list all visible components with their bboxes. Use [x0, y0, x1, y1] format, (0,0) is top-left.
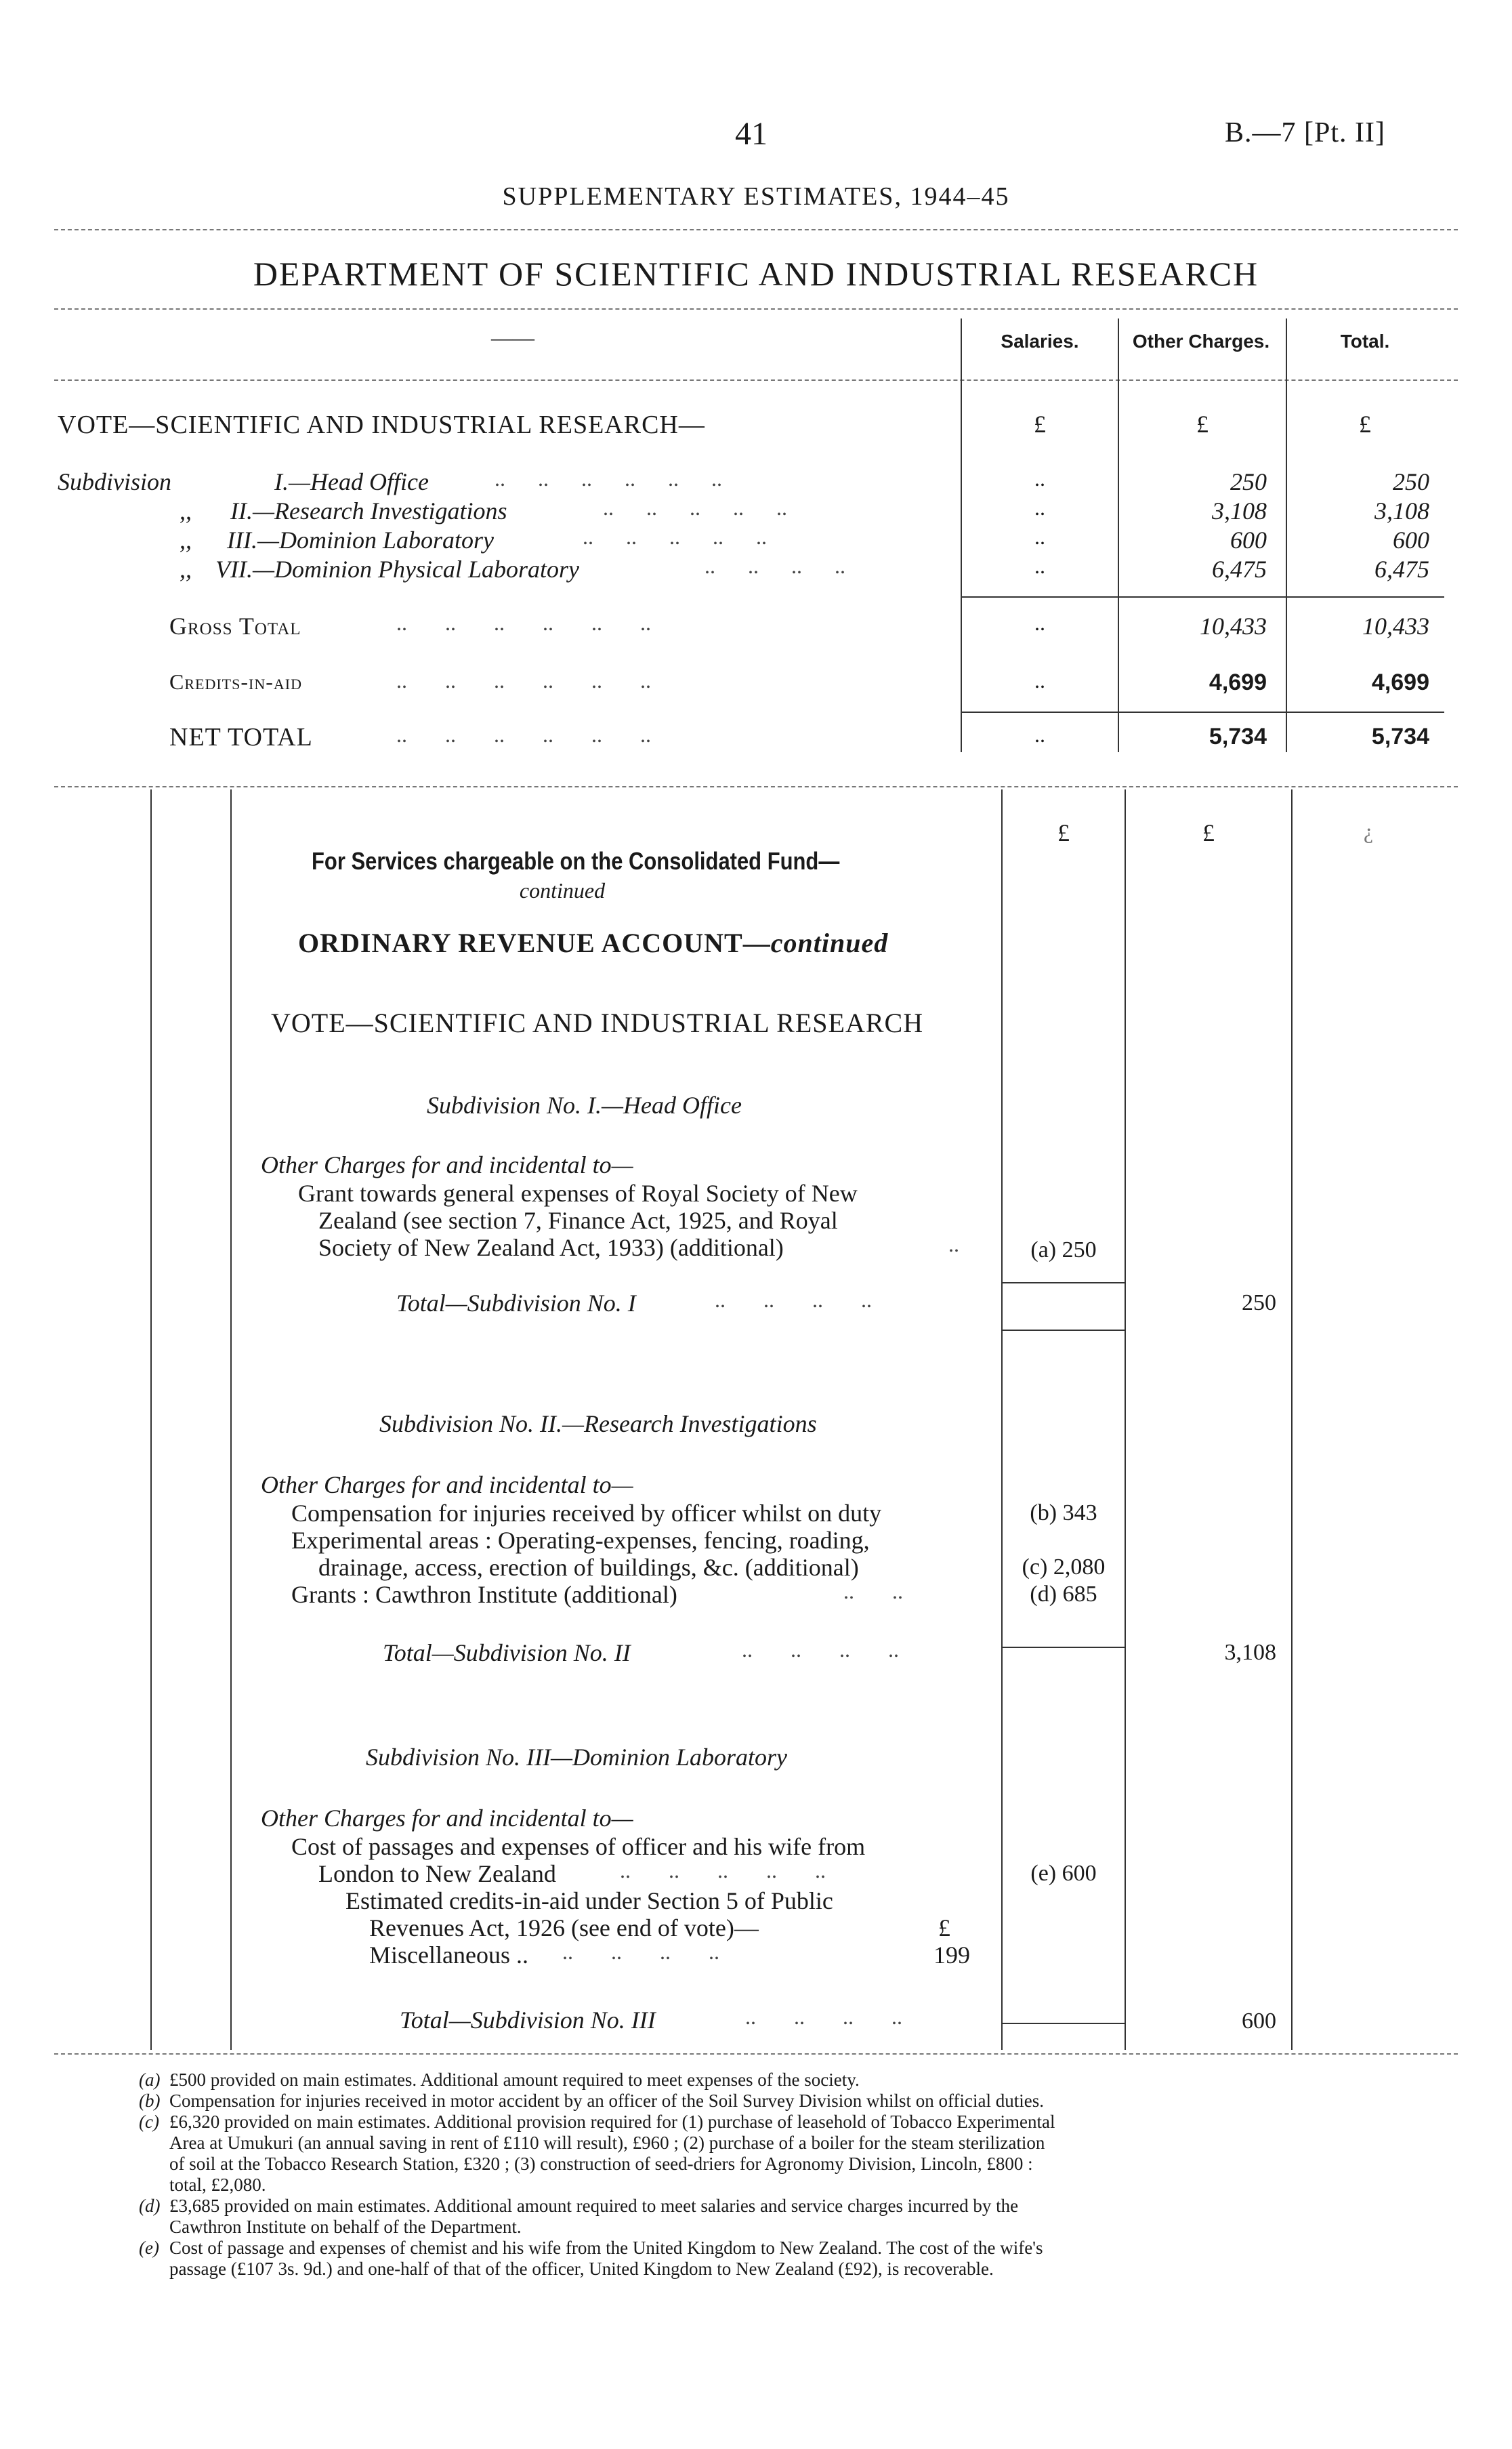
- footnote-line: Cawthron Institute on behalf of the Department.: [169, 2217, 522, 2237]
- margin-rule: [150, 789, 152, 2050]
- row-label: I.—Head Office: [274, 468, 429, 495]
- row-prefix: ,,: [180, 497, 192, 524]
- footnote-line: Cost of passage and expenses of chemist and his wife from the United Kingdom to New Zealand. The cost of the wife's: [169, 2238, 1043, 2258]
- footnote-line: Compensation for injuries received in motor accident by an officer of the Soil Survey Division whilst on official duties.: [169, 2091, 1044, 2111]
- subdivision-1-item-line: Society of New Zealand Act, 1933) (additional): [318, 1234, 784, 1261]
- detail-bottom-rule: [54, 2053, 1458, 2055]
- row-other-charges: 3,108: [1212, 497, 1267, 524]
- leader-dots: .. .. .. ..: [715, 1288, 872, 1312]
- footnote-line: passage (£107 3s. 9d.) and one-half of that of the officer, United Kingdom to New Zealand (£92), is recoverable.: [169, 2259, 994, 2279]
- summary-bottom-rule: [54, 786, 1458, 787]
- column-header-blank: ——: [491, 325, 534, 350]
- leader-dots: .. ..: [843, 1579, 903, 1603]
- row-other-charges: 250: [1230, 468, 1267, 495]
- margin-rule: [230, 789, 232, 2050]
- subdivision-2-item: drainage, access, erection of buildings, &c. (additional): [318, 1554, 859, 1581]
- footnote-line: £3,685 provided on main estimates. Additional amount required to meet salaries and service charges incurred by the: [169, 2196, 1019, 2216]
- subdivision-3-other-charges: Other Charges for and incidental to—: [261, 1805, 633, 1832]
- services-heading: For Services chargeable on the Consolidated Fund—: [312, 847, 840, 875]
- row-total: 600: [1393, 527, 1429, 554]
- leader-dots: ..: [948, 1232, 959, 1256]
- net-total-rule: [962, 712, 1444, 713]
- gross-total-total: 10,433: [1362, 613, 1429, 640]
- column-divider: [1125, 789, 1126, 2050]
- subdivision-2-heading: Subdivision No. II.—Research Investigations: [379, 1410, 817, 1437]
- subdivision-1-item-line: Grant towards general expenses of Royal Society of New: [298, 1180, 858, 1207]
- subdivision-2-item-amount: (c) 2,080: [1022, 1555, 1106, 1580]
- credits-in-aid-leader: .. .. .. .. .. ..: [396, 668, 651, 693]
- row-leader: .. .. .. ..: [705, 554, 845, 578]
- gross-total-leader: .. .. .. .. .. ..: [396, 611, 651, 635]
- column-header-rule: [54, 379, 1458, 381]
- account-heading-continued: continued: [770, 928, 889, 958]
- subdivision-1-item-amount: (a) 250: [1030, 1237, 1097, 1262]
- row-other-charges: 600: [1230, 527, 1267, 554]
- subdivision-3-item-line: Cost of passages and expenses of officer and his wife from: [291, 1833, 866, 1860]
- subdivision-1-other-charges: Other Charges for and incidental to—: [261, 1151, 633, 1178]
- footnote-mark: (c): [139, 2112, 159, 2132]
- row-total: 6,475: [1374, 556, 1429, 583]
- subdivision-2-other-charges: Other Charges for and incidental to—: [261, 1471, 633, 1498]
- subdivision-1-heading: Subdivision No. I.—Head Office: [427, 1092, 742, 1119]
- credits-in-aid-total: 4,699: [1371, 670, 1429, 695]
- document-reference: B.—7 [Pt. II]: [1225, 117, 1385, 148]
- row-total: 3,108: [1374, 497, 1429, 524]
- currency-salaries: £: [1034, 411, 1046, 438]
- row-prefix: Subdivision: [58, 468, 171, 495]
- net-total-salaries: ..: [1034, 722, 1045, 747]
- subdivision-2-total-label: Total—Subdivision No. II: [383, 1639, 631, 1666]
- row-salaries: ..: [1034, 554, 1045, 578]
- subdivision-1-item-line: Zealand (see section 7, Finance Act, 1925, and Royal: [318, 1207, 838, 1234]
- credits-in-aid-label: Credits-in-aid: [169, 670, 302, 694]
- net-total-other: 5,734: [1209, 724, 1267, 749]
- footnote-mark: (e): [139, 2238, 159, 2258]
- leader-dots: .. .. .. ..: [562, 1939, 719, 1964]
- subdivision-2-item-amount: (d) 685: [1030, 1582, 1097, 1607]
- detail-currency-1: £: [1057, 819, 1070, 846]
- subdivision-2-item: Experimental areas : Operating-expenses, fencing, roading,: [291, 1527, 870, 1554]
- department-rule: [54, 308, 1458, 310]
- row-prefix: ,,: [180, 556, 192, 583]
- amount-rule: [1003, 1330, 1125, 1331]
- row-total: 250: [1393, 468, 1429, 495]
- subdivision-3-item-amount: (e) 600: [1030, 1861, 1097, 1886]
- account-heading: [298, 927, 888, 959]
- leader-dots: .. .. .. ..: [745, 2004, 902, 2029]
- subdivision-3-heading: Subdivision No. III—Dominion Laboratory: [366, 1744, 788, 1771]
- row-leader: .. .. .. .. ..: [603, 495, 787, 520]
- subdivision-3-misc-label: Miscellaneous ..: [369, 1941, 528, 1969]
- subdivision-3-misc-amount: 199: [933, 1941, 970, 1969]
- leader-dots: .. .. .. .. ..: [620, 1858, 826, 1882]
- row-other-charges: 6,475: [1212, 556, 1267, 583]
- subdivision-3-total-label: Total—Subdivision No. III: [400, 2006, 656, 2034]
- column-header-salaries: Salaries.: [1001, 331, 1079, 352]
- row-salaries: ..: [1034, 495, 1045, 520]
- subdivision-3-item-line: London to New Zealand: [318, 1860, 556, 1887]
- subdivision-3-credits-line: Revenues Act, 1926 (see end of vote)—: [369, 1914, 759, 1941]
- row-label: II.—Research Investigations: [230, 497, 507, 524]
- subdivision-3-credits-currency: £: [938, 1914, 950, 1941]
- credits-in-aid-other: 4,699: [1209, 670, 1267, 695]
- row-label: VII.—Dominion Physical Laboratory: [215, 556, 579, 583]
- footnote-line: £500 provided on main estimates. Additional amount required to meet expenses of the society.: [169, 2070, 860, 2090]
- subdivision-2-item-amount: (b) 343: [1030, 1500, 1097, 1525]
- subdivision-1-total-label: Total—Subdivision No. I: [396, 1290, 636, 1317]
- credits-in-aid-salaries: ..: [1034, 668, 1045, 693]
- gross-total-salaries: ..: [1034, 611, 1045, 635]
- subdivision-2-item: Grants : Cawthron Institute (additional): [291, 1581, 677, 1608]
- footnote-line: total, £2,080.: [169, 2175, 266, 2195]
- leader-dots: .. .. .. ..: [742, 1637, 899, 1662]
- currency-other: £: [1196, 411, 1209, 438]
- row-leader: .. .. .. .. .. ..: [495, 466, 722, 491]
- currency-total: £: [1359, 411, 1371, 438]
- net-total-total: 5,734: [1371, 724, 1429, 749]
- row-leader: .. .. .. .. ..: [583, 524, 767, 549]
- row-salaries: ..: [1034, 524, 1045, 549]
- footnote-mark: (b): [139, 2091, 161, 2111]
- detail-currency-2: £: [1202, 819, 1215, 846]
- subdivision-1-total-amount: 250: [1242, 1290, 1276, 1315]
- subdivision-2-total-amount: 3,108: [1224, 1640, 1276, 1665]
- net-total-label: NET TOTAL: [169, 723, 313, 752]
- services-heading-continued: continued: [519, 878, 606, 903]
- gross-total-other: 10,433: [1200, 613, 1267, 640]
- subdivision-3-credits-line: Estimated credits-in-aid under Section 5 of Public: [345, 1887, 833, 1914]
- estimates-title: SUPPLEMENTARY ESTIMATES, 1944–45: [502, 182, 1010, 211]
- footnote-line: Area at Umukuri (an annual saving in rent of £110 will result), £960 ; (2) purchase of a boiler for the steam sterilization: [169, 2133, 1045, 2153]
- row-prefix: ,,: [180, 527, 192, 554]
- footnote-line: of soil at the Tobacco Research Station, £320 ; (3) construction of seed-driers for Agronomy Division, Lincoln, £800 :: [169, 2154, 1033, 2174]
- detail-currency-3: ¿: [1363, 819, 1374, 843]
- column-header-other-charges: Other Charges.: [1132, 331, 1270, 352]
- footnote-line: £6,320 provided on main estimates. Additional provision required for (1) purchase of leasehold of Tobacco Experimental: [169, 2112, 1055, 2132]
- footnote-mark: (a): [139, 2070, 161, 2090]
- row-salaries: ..: [1034, 466, 1045, 491]
- subtotal-rule: [962, 596, 1444, 598]
- footnote-mark: (d): [139, 2196, 161, 2216]
- account-heading-title: ORDINARY REVENUE ACCOUNT—: [298, 928, 771, 958]
- amount-rule: [1003, 2023, 1125, 2024]
- detail-vote-heading: VOTE—SCIENTIFIC AND INDUSTRIAL RESEARCH: [271, 1008, 924, 1038]
- amount-rule: [1003, 1647, 1125, 1648]
- header-rule: [54, 229, 1458, 230]
- department-title: DEPARTMENT OF SCIENTIFIC AND INDUSTRIAL RESEARCH: [253, 255, 1259, 293]
- amount-rule: [1003, 1282, 1125, 1283]
- net-total-leader: .. .. .. .. .. ..: [396, 722, 651, 747]
- page-number: 41: [735, 116, 768, 152]
- summary-vote-title: VOTE—SCIENTIFIC AND INDUSTRIAL RESEARCH—: [58, 411, 705, 439]
- gross-total-label: Gross Total: [169, 613, 301, 640]
- column-header-total: Total.: [1340, 331, 1390, 352]
- subdivision-2-item: Compensation for injuries received by officer whilst on duty: [291, 1500, 882, 1527]
- column-divider: [1291, 789, 1293, 2050]
- subdivision-3-total-amount: 600: [1242, 2009, 1276, 2034]
- row-label: III.—Dominion Laboratory: [227, 527, 494, 554]
